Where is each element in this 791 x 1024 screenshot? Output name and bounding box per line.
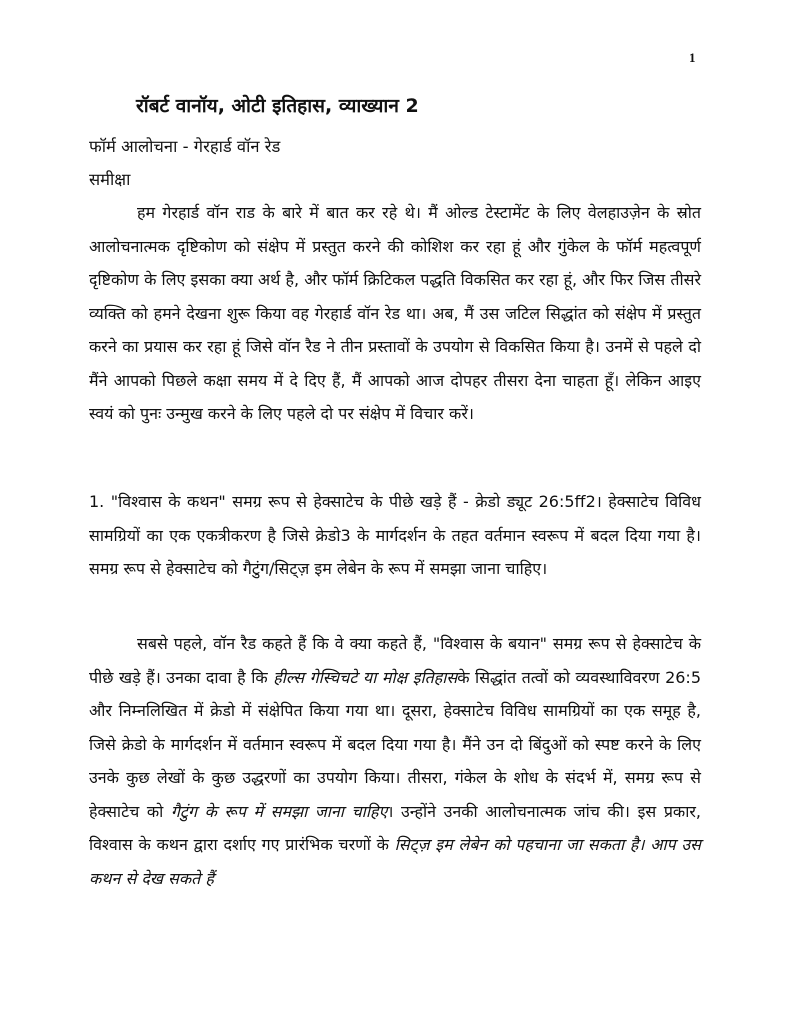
page-number: 1 bbox=[689, 50, 696, 65]
paragraph-3-italic-1: हील्स गेस्चिचटे या मोक्ष इतिहास bbox=[273, 667, 458, 687]
body-paragraph-2: 1. "विश्वास के कथन" समग्र रूप से हेक्साटेच के पीछे खड़े हैं - क्रेडो ड्यूट 26:5ff2। हेक्साटेच विविध सामग्रियों का एक एकत्रीकरण है जिसे क्रेडो3 के मार्गदर्शन के तहत वर्तमान स्वरूप में बदल दिया गया है। समग्र रूप से हेक्साटेच को गैटुंग/सिट्ज़ इम लेबेन के रूप में समझा जाना चाहिए। bbox=[89, 492, 701, 578]
lecture-title: रॉबर्ट वानॉय, ओटी इतिहास, व्याख्यान 2 bbox=[136, 95, 419, 117]
lecture-subtitle: फॉर्म आलोचना - गेरहार्ड वॉन रेड bbox=[89, 137, 281, 156]
paragraph-3-italic-2: गैटुंग के रूप में समझा जाना चाहिए bbox=[170, 801, 388, 821]
section-heading: समीक्षा bbox=[89, 170, 131, 189]
paragraph-3-text-2: के सिद्धांत तत्वों को व्यवस्थाविवरण 26:5 और निम्नलिखित में क्रेडो में संक्षेपित किया गया था। दूसरा, हेक्साटेच विविध सामग्रियों का एक समूह है, जिसे क्रेडो के मार्गदर्शन में वर्तमान स्वरूप में बदल दिया गया है। मैंने उन दो बिंदुओं को स्पष्ट करने के लिए उनके कुछ लेखों के कुछ उद्धरणों का उपयोग किया। तीसरा, गंकेल के शोध के संदर्भ में, समग्र रूप से हेक्साटेच को bbox=[89, 667, 701, 821]
paragraph-3-text-1: सबसे पहले, वॉन रैड कहते हैं कि वे क्या कहते हैं, "विश्वास के बयान" समग्र रूप से हेक्साटेच के पीछे खड़े हैं। उनका दावा है कि bbox=[89, 634, 701, 687]
paragraph-3-italic-3: सिट्ज़ इम लेबेन को पहचाना जा सकता है। आप उस कथन से देख सकते हैं bbox=[89, 835, 701, 888]
body-paragraph-3 bbox=[89, 627, 701, 895]
body-paragraph-1: हम गेरहार्ड वॉन राड के बारे में बात कर रहे थे। मैं ओल्ड टेस्टामेंट के लिए वेलहाउज़ेन के स्रोत आलोचनात्मक दृष्टिकोण को संक्षेप में प्रस्तुत करने की कोशिश कर रहा हूं और गुंकेल के फॉर्म महत्वपूर्ण दृष्टिकोण के लिए इसका क्या अर्थ है, और फॉर्म क्रिटिकल पद्धति विकसित कर रहा हूं, और फिर जिस तीसरे व्यक्ति को हमने देखना शुरू किया वह गेरहार्ड वॉन रेड था। अब, मैं उस जटिल सिद्धांत को संक्षेप में प्रस्तुत करने का प्रयास कर रहा हूं जिसे वॉन रैड ने तीन प्रस्तावों के उपयोग से विकसित किया है। उनमें से पहले दो मैंने आपको पिछले कक्षा समय में दे दिए हैं, मैं आपको आज दोपहर तीसरा देना चाहता हूँ। लेकिन आइए स्वयं को पुनः उन्मुख करने के लिए पहले दो पर संक्षेप में विचार करें। bbox=[89, 203, 701, 423]
paragraph-3-text-3: । उन्होंने उनकी आलोचनात्मक जांच की। इस प्रकार, विश्वास के कथन द्वारा दर्शाए गए प्रारंभिक चरणों के bbox=[89, 801, 701, 854]
